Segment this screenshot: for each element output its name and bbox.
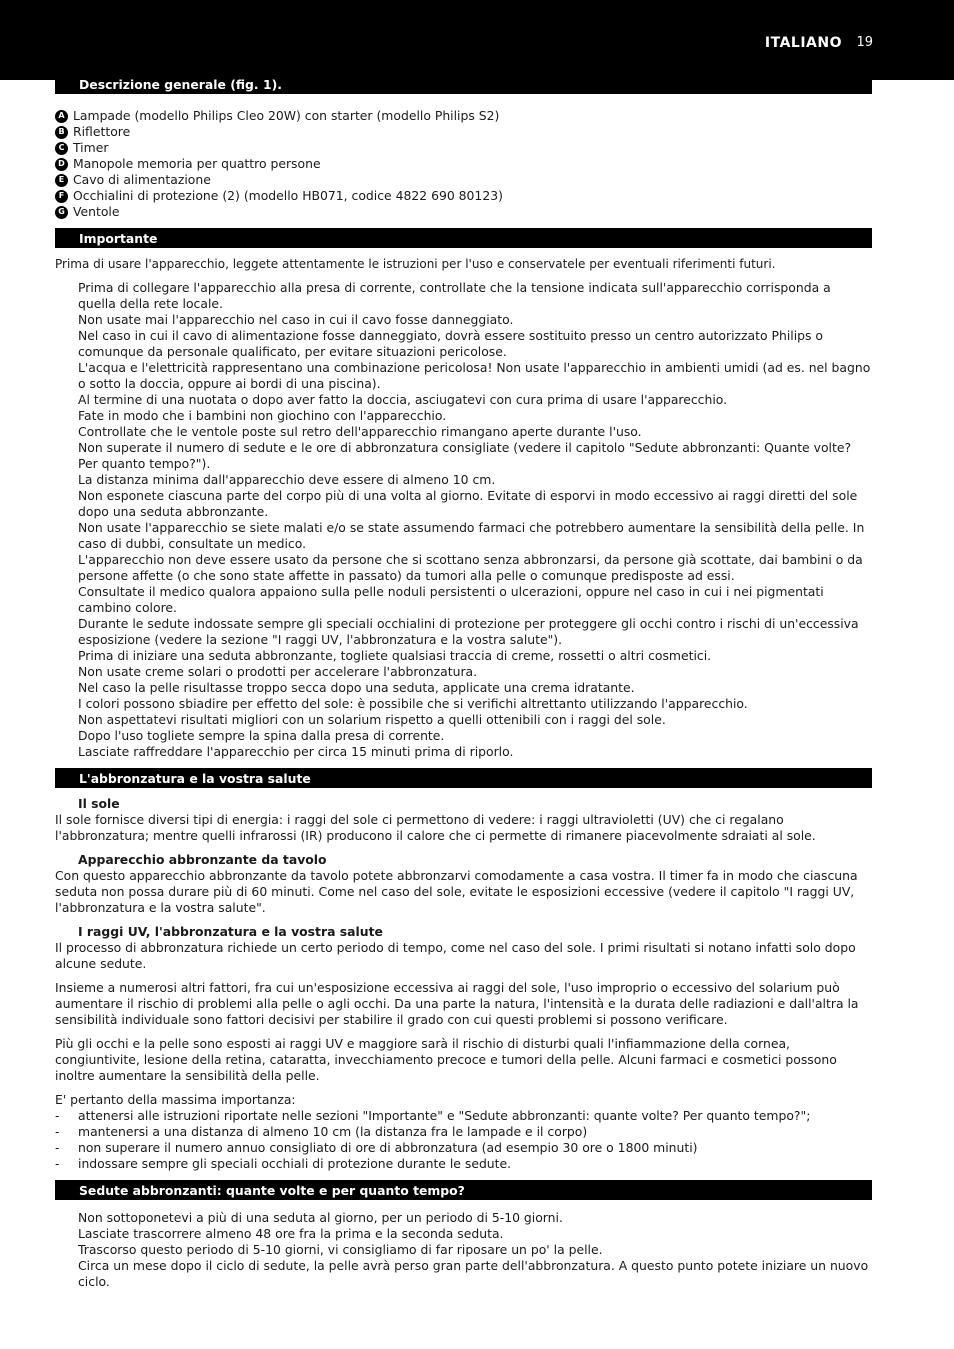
sessions-list bbox=[55, 1210, 872, 1290]
letter-e-icon: E bbox=[55, 174, 68, 187]
letter-g-icon: G bbox=[55, 206, 68, 219]
paragraph-uv-1: Il processo di abbronzatura richiede un certo periodo di tempo, come nel caso del sole. I primi risultati si notano infatti solo dopo alcune sedute. bbox=[55, 940, 856, 971]
list-item: Consultate il medico qualora appaiono sulla pelle noduli persistenti o ulcerazioni, oppure nel caso in cui i nei pigmentati cambino colore. bbox=[78, 584, 824, 615]
letter-f-icon: F bbox=[55, 190, 68, 203]
list-item-text: non superare il numero annuo consigliato di ore di abbronzatura (ad esempio 30 ore o 1800 minuti) bbox=[78, 1140, 698, 1155]
parts-list bbox=[55, 108, 872, 220]
page-header-bar bbox=[0, 0, 954, 80]
list-item: Dopo l'uso togliete sempre la spina dalla presa di corrente. bbox=[78, 728, 445, 743]
list-item: Non superate il numero di sedute e le ore di abbronzatura consigliate (vedere il capitolo "Sedute abbronzanti: Quante volte? Per quanto tempo?"). bbox=[78, 440, 852, 471]
list-item: Non aspettatevi risultati migliori con un solarium rispetto a quelli ottenibili con i raggi del sole. bbox=[78, 712, 666, 727]
dash-icon: - bbox=[55, 1156, 60, 1171]
list-item bbox=[55, 1156, 872, 1172]
list-item: La distanza minima dall'apparecchio deve essere di almeno 10 cm. bbox=[78, 472, 496, 487]
list-item bbox=[55, 108, 872, 124]
page-content bbox=[55, 74, 872, 1290]
list-item-text: Ventole bbox=[73, 204, 120, 219]
paragraph-tavolo: Con questo apparecchio abbronzante da tavolo potete abbronzarvi comodamente a casa vostra. Il timer fa in modo che ciascuna seduta non possa durare più di 60 minuti. Come nel caso del sole, evitate le esposizioni eccessive (vedere il capitolo "I raggi UV, l'abbronzatura e la vostra salute". bbox=[55, 868, 858, 915]
list-item: Prima di collegare l'apparecchio alla presa di corrente, controllate che la tensione indicata sull'apparecchio corrisponda a quella della rete locale. bbox=[78, 280, 831, 311]
list-item-text: Lampade (modello Philips Cleo 20W) con starter (modello Philips S2) bbox=[73, 108, 500, 123]
subheading-uv: I raggi UV, l'abbronzatura e la vostra salute bbox=[78, 924, 383, 939]
list-item: Controllate che le ventole poste sul retro dell'apparecchio rimangano aperte durante l'uso. bbox=[78, 424, 642, 439]
list-item-text: Cavo di alimentazione bbox=[73, 172, 211, 187]
list-item bbox=[55, 1140, 872, 1156]
list-item: Nel caso in cui il cavo di alimentazione fosse danneggiato, dovrà essere sostituito presso un centro autorizzato Philips o comunque da personale qualificato, per evitare situazioni pericolose. bbox=[78, 328, 823, 359]
letter-b-icon: B bbox=[55, 126, 68, 139]
list-item bbox=[55, 156, 872, 172]
list-item bbox=[55, 1108, 872, 1124]
list-item: L'apparecchio non deve essere usato da persone che si scottano senza abbronzarsi, da persone già scottate, dai bambini o da persone affette (o che sono state affette in passato) da tumori alla pelle o comunque predisposte ad essi. bbox=[78, 552, 863, 583]
list-item: Durante le sedute indossate sempre gli speciali occhialini di protezione per proteggere gli occhi contro i rischi di un'eccessiva esposizione (vedere la sezione "I raggi UV, l'abbronzatura e la vostra salute"). bbox=[78, 616, 859, 647]
section-title-descrizione: Descrizione generale (fig. 1). bbox=[55, 74, 872, 94]
dash-icon: - bbox=[55, 1124, 60, 1139]
paragraph-uv-3: Più gli occhi e la pelle sono esposti ai raggi UV e maggiore sarà il rischio di disturbi quali l'infiammazione della cornea, congiuntivite, lesione della retina, cataratta, invecchiamento precoce e tumori della pelle. Alcuni farmaci e cosmetici possono inoltre aumentare la sensibilità della pelle. bbox=[55, 1036, 837, 1083]
subheading-tavolo: Apparecchio abbronzante da tavolo bbox=[78, 852, 327, 867]
list-item bbox=[55, 204, 872, 220]
page-number: 19 bbox=[856, 35, 873, 50]
importante-intro: Prima di usare l'apparecchio, leggete attentamente le istruzioni per l'uso e conservatele per eventuali riferimenti futuri. bbox=[55, 257, 776, 271]
list-item-text: indossare sempre gli speciali occhiali di protezione durante le sedute. bbox=[78, 1156, 512, 1171]
dash-icon: - bbox=[55, 1108, 60, 1123]
list-item-text: attenersi alle istruzioni riportate nelle sezioni "Importante" e "Sedute abbronzanti: quante volte? Per quanto tempo?"; bbox=[78, 1108, 811, 1123]
list-item-text: Riflettore bbox=[73, 124, 131, 139]
list-item: Circa un mese dopo il ciclo di sedute, la pelle avrà perso gran parte dell'abbronzatura. A questo punto potete iniziare un nuovo ciclo. bbox=[78, 1258, 869, 1289]
list-item-text: Manopole memoria per quattro persone bbox=[73, 156, 321, 171]
list-item: Lasciate trascorrere almeno 48 ore fra la prima e la seconda seduta. bbox=[78, 1226, 504, 1241]
list-item bbox=[55, 172, 872, 188]
language-label: ITALIANO bbox=[764, 35, 842, 51]
list-item: Prima di iniziare una seduta abbronzante, togliete qualsiasi traccia di creme, rossetti o altri cosmetici. bbox=[78, 648, 712, 663]
list-item bbox=[55, 1124, 872, 1140]
list-item: Non usate creme solari o prodotti per accelerare l'abbronzatura. bbox=[78, 664, 478, 679]
paragraph-sole: Il sole fornisce diversi tipi di energia: i raggi del sole ci permettono di vedere: i raggi ultravioletti (UV) che ci regalano l'abbronzatura; mentre quelli infrarossi (IR) producono il calore che ci permette di rimanere piacevolmente sdraiati al sole. bbox=[55, 812, 816, 843]
list-item: Non usate mai l'apparecchio nel caso in cui il cavo fosse danneggiato. bbox=[78, 312, 514, 327]
letter-a-icon: A bbox=[55, 110, 68, 123]
list-item bbox=[55, 188, 872, 204]
safety-list bbox=[55, 280, 872, 760]
list-item: Nel caso la pelle risultasse troppo secca dopo una seduta, applicate una crema idratante. bbox=[78, 680, 635, 695]
subheading-sole: Il sole bbox=[78, 796, 120, 811]
list-item: Non usate l'apparecchio se siete malati e/o se state assumendo farmaci che potrebbero aumentare la sensibilità della pelle. In caso di dubbi, consultate un medico. bbox=[78, 520, 865, 551]
dash-icon: - bbox=[55, 1140, 60, 1155]
list-item: L'acqua e l'elettricità rappresentano una combinazione pericolosa! Non usate l'apparecchio in ambienti umidi (ad es. nel bagno o sotto la doccia, oppure ai bordi di una piscina). bbox=[78, 360, 871, 391]
list-item bbox=[55, 140, 872, 156]
list-item: I colori possono sbiadire per effetto del sole: è possibile che si verifichi altrettanto utilizzando l'apparecchio. bbox=[78, 696, 748, 711]
list-item: Trascorso questo periodo di 5-10 giorni, vi consigliamo di far riposare un po' la pelle. bbox=[78, 1242, 603, 1257]
dash-list bbox=[55, 1108, 872, 1172]
list-item-text: Occhialini di protezione (2) (modello HB071, codice 4822 690 80123) bbox=[73, 188, 503, 203]
list-item: Fate in modo che i bambini non giochino con l'apparecchio. bbox=[78, 408, 447, 423]
list-item-text: mantenersi a una distanza di almeno 10 cm (la distanza fra le lampade e il corpo) bbox=[78, 1124, 588, 1139]
letter-d-icon: D bbox=[55, 158, 68, 171]
section-title-sedute: Sedute abbronzanti: quante volte e per quanto tempo? bbox=[55, 1180, 872, 1200]
list-item: Lasciate raffreddare l'apparecchio per circa 15 minuti prima di riporlo. bbox=[78, 744, 514, 759]
list-item-text: Timer bbox=[73, 140, 109, 155]
list-item: Non sottoponetevi a più di una seduta al giorno, per un periodo di 5-10 giorni. bbox=[78, 1210, 563, 1225]
section-title-salute: L'abbronzatura e la vostra salute bbox=[55, 768, 872, 788]
paragraph-uv-4: E' pertanto della massima importanza: bbox=[55, 1092, 296, 1107]
letter-c-icon: C bbox=[55, 142, 68, 155]
section-title-importante: Importante bbox=[55, 228, 872, 248]
paragraph-uv-2: Insieme a numerosi altri fattori, fra cui un'esposizione eccessiva ai raggi del sole, l'uso improprio o eccessivo del solarium può aumentare il rischio di problemi alla pelle o agli occhi. Da una parte la natura, l'intensità e la durata delle radiazioni e dall'altra la sensibilità individuale sono fattori decisivi per stabilire il grado con cui questi problemi si possono verificare. bbox=[55, 980, 859, 1027]
list-item: Al termine di una nuotata o dopo aver fatto la doccia, asciugatevi con cura prima di usare l'apparecchio. bbox=[78, 392, 728, 407]
list-item bbox=[55, 124, 872, 140]
list-item: Non esponete ciascuna parte del corpo più di una volta al giorno. Evitate di esporvi in modo eccessivo ai raggi diretti del sole dopo una seduta abbronzante. bbox=[78, 488, 858, 519]
